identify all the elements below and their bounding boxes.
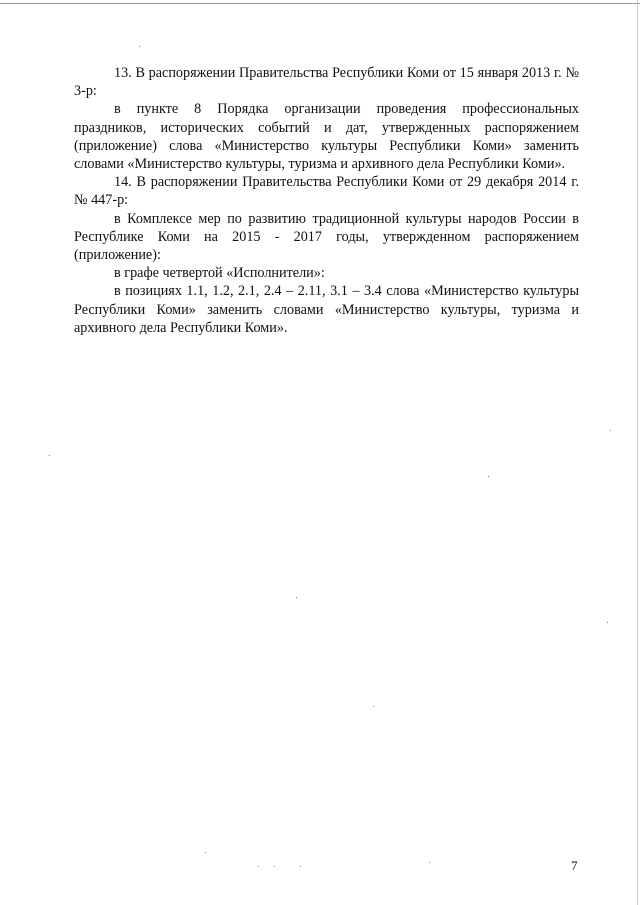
document-body	[74, 64, 579, 337]
scan-speck	[258, 866, 259, 867]
paragraph-13-change: в пункте 8 Порядка организации проведения профессиональных праздников, исторических событий и дат, утвержденных распоряжением (приложение) слова «Министерство культуры Республики Коми» заменить словами «Министерство культуры, туризма и архивного дела Республики Коми».	[74, 101, 579, 173]
scan-edge-top	[0, 3, 640, 4]
scan-edge-right	[637, 0, 638, 905]
scan-speck	[205, 852, 206, 853]
scan-speck	[429, 862, 430, 863]
scan-speck	[300, 866, 301, 867]
paragraph-14-intro: 14. В распоряжении Правительства Республики Коми от 29 декабря 2014 г. № 447-р:	[74, 174, 579, 209]
scan-speck	[296, 597, 297, 598]
scan-speck	[49, 455, 50, 456]
scan-speck	[274, 866, 275, 867]
paragraph-14-positions: в позициях 1.1, 1.2, 2.1, 2.4 – 2.11, 3.1 – 3.4 слова «Министерство культуры Республики Коми» заменить словами «Министерство культуры, туризма и архивного дела Республики Коми».	[74, 283, 579, 336]
paragraph-14-complex: в Комплексе мер по развитию традиционной культуры народов России в Республике Коми на 2015 - 2017 годы, утвержденном распоряжением (приложение):	[74, 210, 579, 264]
paragraph-14-column: в графе четвертой «Исполнители»:	[114, 265, 325, 282]
scan-speck	[610, 430, 611, 431]
scan-speck	[139, 46, 140, 47]
paragraph-13-intro: 13. В распоряжении Правительства Республики Коми от 15 января 2013 г. № 3-р:	[74, 65, 579, 100]
page-number: 7	[571, 858, 578, 873]
scan-speck	[607, 622, 608, 623]
scan-speck	[373, 706, 374, 707]
scan-speck	[488, 476, 489, 477]
